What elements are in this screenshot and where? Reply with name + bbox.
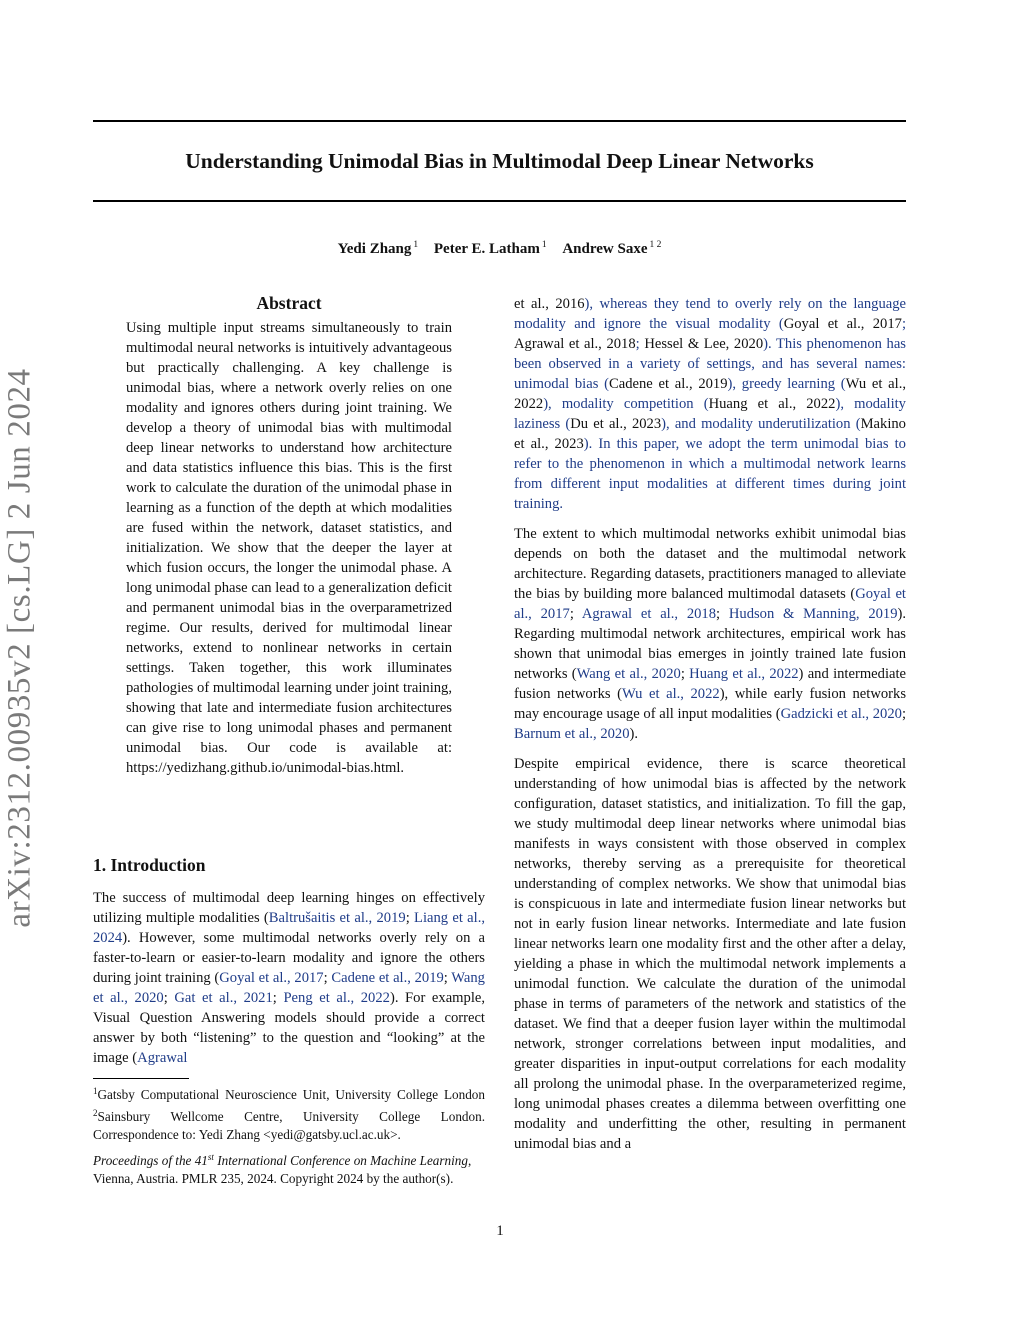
title-top-rule <box>93 120 906 122</box>
footnote-rule <box>93 1078 189 1079</box>
citation-link[interactable]: Gadzicki et al., 2020 <box>780 706 902 722</box>
text-segment: ; <box>405 910 415 926</box>
citation-link[interactable]: Wu et al., 2022 <box>621 686 720 702</box>
text-segment: Makino et al., 2023 <box>514 416 906 452</box>
text-segment: Cadene et al., 2019 <box>608 376 728 392</box>
citation-link[interactable]: ), greedy learning ( <box>727 376 846 392</box>
citation-link[interactable]: Agrawal <box>137 1050 188 1066</box>
text-segment: ) and intermediate fusion networks ( <box>514 666 907 702</box>
title-bottom-rule <box>93 200 906 202</box>
paper-title: Understanding Unimodal Bias in Multimodal Deep Linear Networks <box>185 149 814 173</box>
right-column <box>514 294 906 1164</box>
citation-link[interactable]: ; <box>901 316 906 332</box>
text-segment: ; <box>272 990 284 1006</box>
citation-link[interactable]: Goyal et al., 2017 <box>514 586 906 622</box>
citation-link[interactable]: Agrawal et al., 2018 <box>581 606 717 622</box>
citation-link[interactable]: ). This phenomenon has been observed in a variety of settings, and has several names: unimodal bias ( <box>514 336 906 392</box>
paragraph: Despite empirical evidence, there is scarce theoretical understanding of how unimodal bias is affected by the network configuration, dataset statistics, and initialization. To fill the gap, we study multimodal deep linear networks where unimodal bias manifests in ways consistent with those observed in complex networks, thereby serving as a prerequisite for theoretical understanding of complex networks. We show that unimodal bias is conspicuous in late and intermediate fusion linear networks but not in early fusion linear networks. Intermediate and late fusion linear networks learn one modality first and the other after a delay, yielding a phase in which the multimodal network implements a unimodal function. We calculate the duration of the unimodal phase in terms of parameters of the network and statistics of the dataset. We find that a deeper fusion layer within the multimodal network, stronger correlations between input modalities, and greater disparities in input-output correlations for each modality all prolong the unimodal phase. In the overparameterized regime, long unimodal phases creates a dilemma between overfitting one modality and underfitting the other, resulting in permanent unimodal bias and a <box>514 756 906 1152</box>
text-segment: ; <box>163 990 175 1006</box>
citation-link[interactable]: ; <box>635 336 645 352</box>
text-segment: ; <box>569 606 582 622</box>
abstract-text: Using multiple input streams simultaneously to train multimodal neural networks is intuitively advantageous but practically challenging. A key challenge is unimodal bias, where a network overly relies on one modality and ignores others during joint training. We develop a theory of unimodal bias with multimodal deep linear networks to understand how architecture and data statistics influence this bias. This is the first work to calculate the duration of the unimodal phase in learning as a function of the depth at which modalities are fused within the network, dataset statistics, and initialization. We show that the deeper the layer at which fusion occurs, the longer the unimodal phase. A long unimodal phase can lead to a generalization deficit and permanent unimodal bias in the overparametrized regime. Our results, derived for multimodal linear networks, extend to nonlinear networks in certain settings. Taken together, this work illuminates pathologies of multimodal learning under joint training, showing that late and intermediate fusion architectures can give rise to long unimodal phases and permanent unimodal bias. Our code is available at: https://yedizhang.github.io/unimodal-bias.html. <box>126 320 452 776</box>
paragraph <box>93 888 485 1068</box>
citation-link[interactable]: ), and modality underutilization ( <box>661 416 861 432</box>
text-segment: The success of multimodal deep learning hinges on effectively utilizing multiple modalities ( <box>93 890 485 926</box>
text-segment: Hessel & Lee, 2020 <box>644 336 764 352</box>
text-segment: ; <box>323 970 332 986</box>
text-segment: ). However, some multimodal networks overly rely on a faster-to-learn or easier-to-learn modality and ignore the others during joint training ( <box>93 930 485 986</box>
author: Peter E. Latham $^1$ <box>433 240 547 257</box>
author-list <box>93 234 906 260</box>
citation-link[interactable]: Baltrušaitis et al., 2019 <box>268 910 406 926</box>
text-segment: Agrawal et al., 2018 <box>514 336 636 352</box>
citation-link[interactable]: ), modality competition ( <box>543 396 709 412</box>
citation-link[interactable]: Hudson & Manning, 2019 <box>728 606 898 622</box>
author: Andrew Saxe $^{1 2}$ <box>562 240 662 257</box>
citation-link[interactable]: Wang et al., 2020 <box>93 970 485 1006</box>
text-segment: Wu et al., 2022 <box>514 376 906 412</box>
author: Yedi Zhang $^1$ <box>337 240 419 257</box>
citation-link[interactable]: Gat et al., 2021 <box>174 990 273 1006</box>
text-segment: ), while early fusion networks may encourage usage of all input modalities ( <box>514 686 906 722</box>
section-heading-introduction: 1. Introduction <box>93 855 206 875</box>
citation-link[interactable]: ). In this paper, we adopt the term unimodal bias to refer to the phenomenon in which a multimodal network learns from different input modalities at different times during joint training. <box>514 436 906 512</box>
citation-link[interactable]: Liang et al., 2024 <box>93 910 486 946</box>
abstract-heading: Abstract <box>256 293 322 313</box>
citation-link[interactable]: Cadene et al., 2019 <box>331 970 444 986</box>
text-segment: ; <box>901 706 906 722</box>
citation-link[interactable]: ), whereas they tend to overly rely on the language modality and ignore the visual modality ( <box>514 296 906 332</box>
affiliation-footnote: $^1$Gatsby Computational Neuroscience Unit, University College London $^2$Sainsbury Wellcome Centre, University College London. Correspondence to: Yedi Zhang <yedi@gatsby.ucl.ac.uk>. <box>93 1086 485 1142</box>
arxiv-id: arXiv:2312.00935v2 [cs.LG] 2 Jun 2024 <box>1 368 38 928</box>
citation-link[interactable]: Huang et al., 2022 <box>689 666 799 682</box>
text-segment: et al., 2016 <box>514 296 585 312</box>
citation-link[interactable]: ), modality laziness ( <box>514 396 906 432</box>
paragraph <box>514 524 906 744</box>
text-segment: Huang et al., 2022 <box>708 396 836 412</box>
text-segment: ). <box>629 726 639 742</box>
introduction-body <box>93 888 485 1068</box>
text-segment: The extent to which multimodal networks exhibit unimodal bias depends on both the dataset and the multimodal network architecture. Regarding datasets, practitioners managed to alleviate the bias by building more balanced multimodal datasets ( <box>514 526 906 602</box>
text-segment: ). Regarding multimodal network architectures, empirical work has shown that unimodal bias emerges in jointly trained late fusion networks ( <box>514 606 907 682</box>
text-segment: Goyal et al., 2017 <box>783 316 902 332</box>
text-segment: ; <box>443 970 452 986</box>
correspondence: Correspondence to: Yedi Zhang <yedi@gatsby.ucl.ac.uk>. <box>93 1127 401 1142</box>
citation-link[interactable]: Peng et al., 2022 <box>283 990 390 1006</box>
text-segment: ). For example, Visual Question Answering models should provide a correct answer by both “listening” to the question and “looking” at the image ( <box>93 990 485 1066</box>
proceedings-note: Proceedings of the 41st International Conference on Machine Learning, Vienna, Austria. PMLR 235, 2024. Copyright 2024 by the author(s). <box>93 1152 472 1186</box>
text-segment: ; <box>680 666 690 682</box>
citation-link[interactable]: Barnum et al., 2020 <box>514 726 630 742</box>
text-segment: Du et al., 2023 <box>570 416 662 432</box>
page-number: 1 <box>496 1223 504 1239</box>
text-segment: ; <box>716 606 729 622</box>
citation-link[interactable]: Wang et al., 2020 <box>576 666 681 682</box>
citation-link[interactable]: Goyal et al., 2017 <box>219 970 324 986</box>
abstract-body <box>126 318 452 778</box>
paragraph <box>514 294 906 514</box>
